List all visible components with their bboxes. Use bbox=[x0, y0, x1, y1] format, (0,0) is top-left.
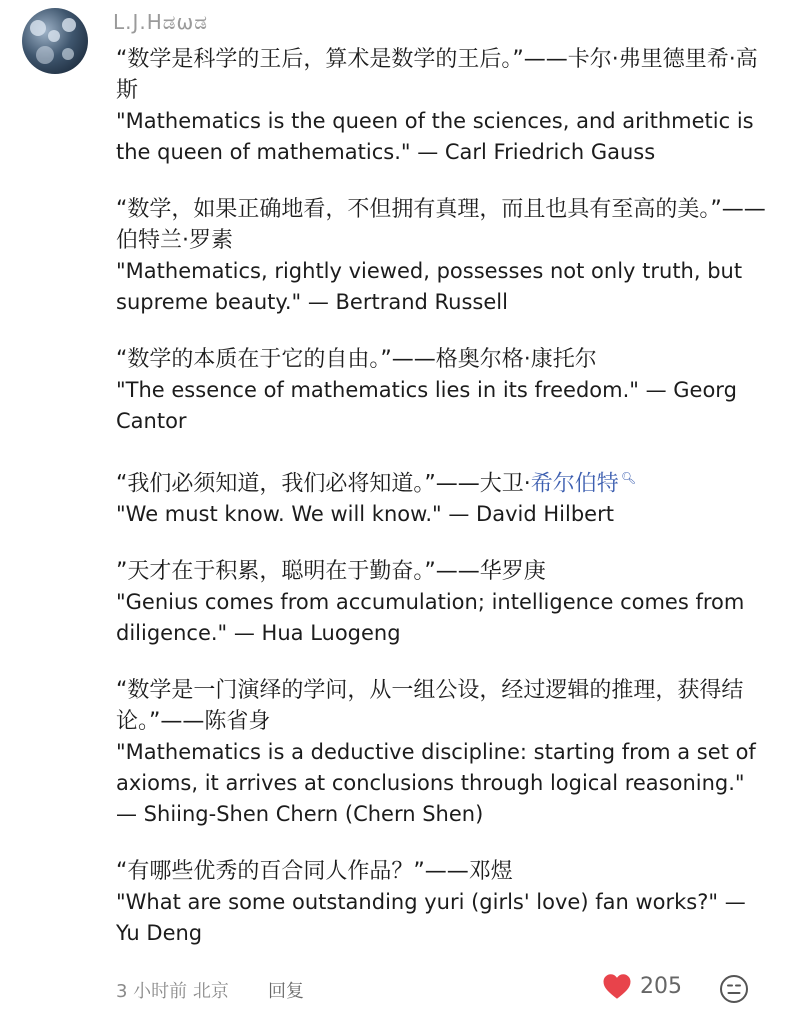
quote-en: "We must know. We will know." — David Hilbert bbox=[116, 502, 614, 527]
heart-icon[interactable] bbox=[602, 973, 632, 1000]
quote-chern bbox=[116, 675, 766, 830]
username[interactable]: L.J.Hಡωಡ bbox=[113, 10, 209, 34]
quote-en: "Mathematics, rightly viewed, possesses not only truth, but supreme beauty." — Bertrand Russell bbox=[116, 259, 743, 314]
quote-en: "What are some outstanding yuri (girls' love) fan works?" — Yu Deng bbox=[116, 890, 746, 946]
quote-en: "Genius comes from accumulation; intelligence comes from diligence." — Hua Luogeng bbox=[116, 590, 745, 646]
quote-en: "Mathematics is the queen of the sciences, and arithmetic is the queen of mathematics." — Carl Friedrich Gauss bbox=[116, 109, 754, 164]
quote-zh bbox=[116, 463, 766, 499]
quote-deng bbox=[116, 856, 766, 949]
reply-button[interactable]: 回复 bbox=[268, 981, 304, 1002]
quote-en: "The essence of mathematics lies in its freedom." — Georg Cantor bbox=[116, 378, 737, 433]
emoji-face-icon[interactable] bbox=[718, 973, 750, 1005]
quote-gauss bbox=[116, 44, 766, 168]
like-count: 205 bbox=[640, 974, 682, 999]
quote-hilbert bbox=[116, 463, 766, 530]
search-link-hilbert[interactable]: 希尔伯特 bbox=[530, 471, 619, 497]
quote-en: "Mathematics is a deductive discipline: starting from a set of axioms, it arrives at conclusions through logical reasoning." — Shiing-Shen Chern (Chern Shen) bbox=[116, 740, 756, 827]
quote-zh: ”天才在于积累，聪明在于勤奋。”——华罗庚 bbox=[116, 559, 546, 585]
quote-zh: “有哪些优秀的百合同人作品？”——邓煜 bbox=[116, 859, 513, 885]
quote-russell bbox=[116, 194, 766, 318]
comment-body bbox=[116, 44, 766, 975]
avatar[interactable] bbox=[22, 8, 88, 74]
quote-zh: “数学的本质在于它的自由。”——格奥尔格·康托尔 bbox=[116, 347, 597, 372]
quote-hua bbox=[116, 556, 766, 649]
comment-footer bbox=[116, 973, 756, 1007]
quote-zh-text: “我们必须知道，我们必将知道。”——大卫· bbox=[116, 471, 531, 497]
search-icon[interactable]: 🔍︎ bbox=[620, 471, 637, 485]
quote-cantor bbox=[116, 344, 766, 437]
like-button[interactable] bbox=[602, 973, 682, 1000]
quote-zh: “数学是科学的王后，算术是数学的王后。”——卡尔·弗里德里希·高斯 bbox=[116, 47, 758, 103]
quote-zh: “数学是一门演绎的学问，从一组公设，经过逻辑的推理，获得结论。”——陈省身 bbox=[116, 678, 744, 735]
quote-zh: “数学，如果正确地看，不但拥有真理，而且也具有至高的美。”——伯特兰·罗素 bbox=[116, 197, 766, 253]
timestamp-location: 3 小时前 北京 bbox=[116, 981, 229, 1002]
